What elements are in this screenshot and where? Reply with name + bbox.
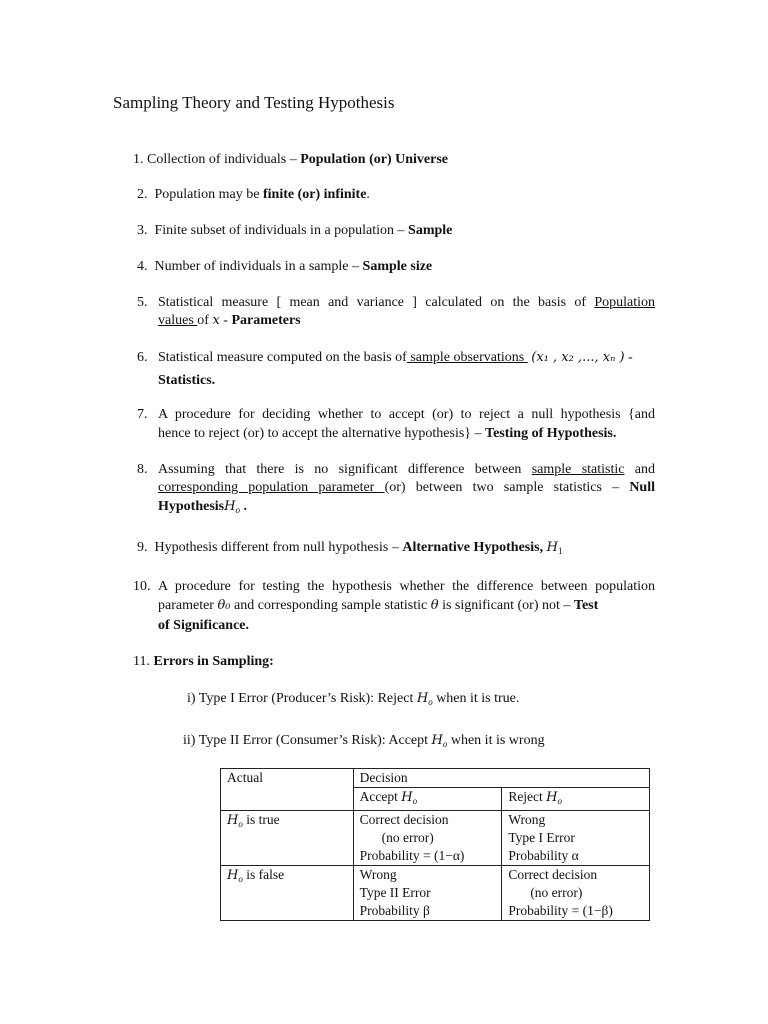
list-item-11: 11. Errors in Sampling: <box>133 654 274 669</box>
list-item-7: 7. <box>137 407 148 422</box>
list-item-7-line-1: A procedure for deciding whether to accept (or) to reject a null hypothesis {and <box>158 407 655 422</box>
table-header-reject: Reject $H_o$ <box>502 788 650 811</box>
list-item-8-line-3: HypothesisH$_o$ . <box>158 499 247 515</box>
table-cell: Wrong Type I Error Probability α <box>502 811 650 866</box>
list-item-10-line-3: of Significance. <box>158 618 249 633</box>
error-type-1: i) Type I Error (Producer’s Risk): Reject $H_o$ when it is true. <box>187 691 520 707</box>
table-cell: Correct decision (no error) Probability = (1−β) <box>502 866 650 921</box>
list-item-10: 10. <box>133 579 151 594</box>
list-item-10-line-1: A procedure for testing the hypothesis whether the difference between population <box>158 579 655 594</box>
table-cell-row-label: $H_o$ is true <box>221 811 354 866</box>
table-row <box>221 811 650 866</box>
list-item-6: 6. <box>137 350 148 365</box>
list-item-6-line-2: Statistics. <box>158 373 216 388</box>
decision-table <box>220 768 650 921</box>
list-item-8: 8. <box>137 462 148 477</box>
page-title: Sampling Theory and Testing Hypothesis <box>113 93 395 112</box>
list-item-5: 5. <box>137 295 148 310</box>
list-item-5-line-1: Statistical measure [ mean and variance ] calculated on the basis of Population <box>158 295 655 310</box>
error-type-2: ii) Type II Error (Consumer’s Risk): Accept $H_o$ when it is wrong <box>183 733 545 749</box>
list-item-9: 9. Hypothesis different from null hypothesis – Alternative Hypothesis, $H_1$ <box>137 540 563 556</box>
table-header-accept: Accept $H_o$ <box>353 788 502 811</box>
list-item-5-line-2: values of x - Parameters <box>158 313 301 328</box>
table-row <box>221 866 650 921</box>
table-cell: Wrong Type II Error Probability β <box>353 866 502 921</box>
list-item-8-line-2: corresponding population parameter (or) between two sample statistics – Null <box>158 480 655 495</box>
list-item-2: 2. Population may be finite (or) infinite. <box>137 187 370 202</box>
table-header-actual: Actual <box>221 769 354 811</box>
list-item-1: 1. Collection of individuals – Population (or) Universe <box>133 152 448 167</box>
table-header-decision: Decision <box>353 769 649 788</box>
table-cell: Correct decision (no error) Probability = (1−α) <box>353 811 502 866</box>
table-cell-row-label: $H_o$ is false <box>221 866 354 921</box>
list-item-3: 3. Finite subset of individuals in a population – Sample <box>137 223 453 238</box>
list-item-6-line-1: Statistical measure computed on the basis of sample observations (x₁ , x₂ ,..., xₙ ) - <box>158 350 633 365</box>
list-item-4: 4. Number of individuals in a sample – Sample size <box>137 259 433 274</box>
list-item-10-line-2: parameter θ₀ and corresponding sample statistic θ is significant (or) not – Test <box>158 598 599 613</box>
list-item-7-line-2: hence to reject (or) to accept the alternative hypothesis} – Testing of Hypothesis. <box>158 426 617 441</box>
list-item-8-line-1: Assuming that there is no significant difference between sample statistic and <box>158 462 655 477</box>
table-row <box>221 769 650 788</box>
